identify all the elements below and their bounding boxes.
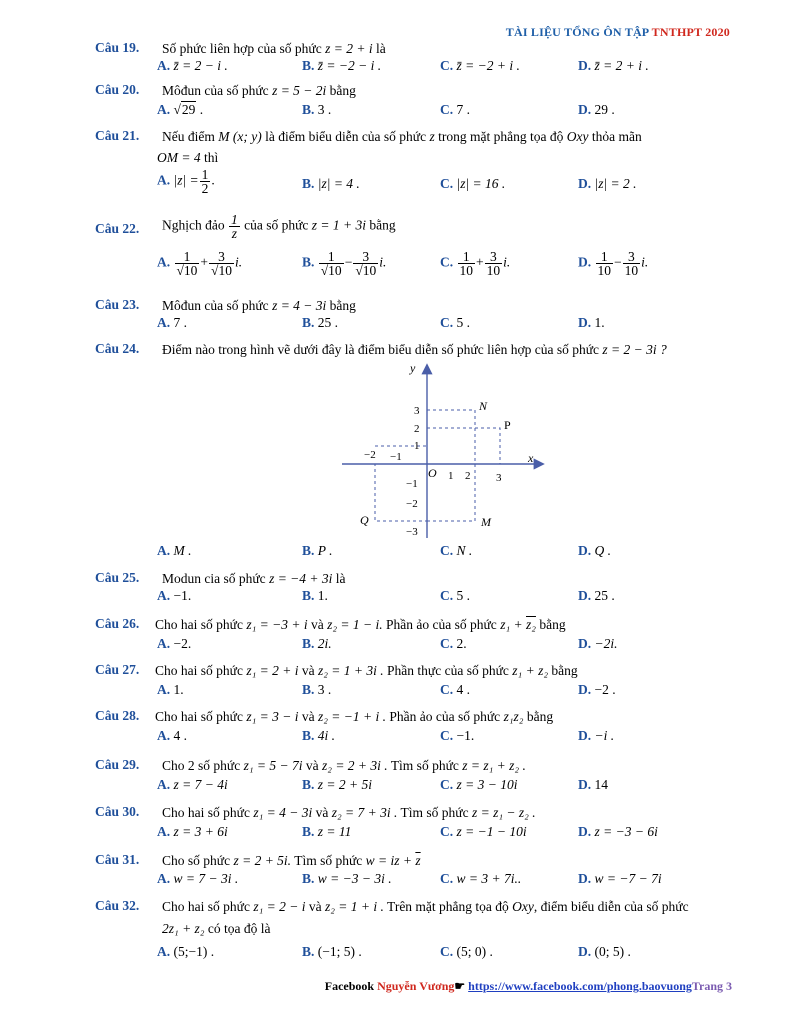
header-title: TÀI LIỆU TỔNG ÔN TẬP [505, 25, 652, 39]
option-a[interactable]: A. (5;−1) . [157, 944, 215, 959]
question-number: Câu 19. [95, 40, 140, 55]
option-c[interactable]: C. 5 . [440, 315, 470, 330]
option-d[interactable]: D. 1. [578, 315, 605, 330]
option-a[interactable]: A. √29 . [157, 102, 204, 117]
option-d[interactable]: D. $\frac{1}{10}$ − $\frac{3}{10}$ i. [578, 249, 649, 278]
option-c[interactable]: C. |z| = 16 . [440, 176, 506, 191]
origin-label: O [428, 466, 437, 480]
option-c[interactable]: C. z = 3 − 10i [440, 777, 518, 792]
option-a[interactable]: A. M . [157, 543, 192, 558]
option-d[interactable]: D. −2 . [578, 682, 616, 697]
question-number: Câu 22. [95, 221, 140, 236]
tick-y-3: 3 [414, 405, 420, 417]
question-text: Cho số phức z = 2 + 5i. Tìm số phức w = iz + $\overline{z}$ [162, 853, 421, 868]
question-text: Môđun của số phức z = 4 − 3i bằng [162, 298, 356, 313]
option-a[interactable]: A. 1. [157, 682, 184, 697]
option-c[interactable]: C. (5; 0) . [440, 944, 493, 959]
question-number: Câu 26. [95, 616, 140, 631]
option-b[interactable]: B. P . [302, 543, 333, 558]
point-m-label: M [481, 515, 491, 529]
question-text: Cho hai số phức z₁ = 4 − 3i và z₂ = 7 + 3i . Tìm số phức z = z₁ − z₂ . [162, 805, 536, 820]
option-b[interactable]: B. 4i . [302, 728, 336, 743]
question-text: Cho 2 số phức z₁ = 5 − 7i và z₂ = 2 + 3i . Tìm số phức z = z₁ + z₂ . [162, 758, 526, 773]
coordinate-figure [338, 360, 548, 540]
question-number: Câu 27. [95, 662, 140, 677]
option-a[interactable]: A. −2. [157, 636, 192, 651]
option-d[interactable]: D. |z| = 2 . [578, 176, 637, 191]
option-b[interactable]: B. 3 . [302, 682, 332, 697]
question-text: Cho hai số phức z₁ = −3 + i và z₂ = 1 − i. Phần ảo của số phức z₁ + z₂ bằng [155, 617, 566, 632]
option-b[interactable]: B. 25 . [302, 315, 339, 330]
tick-x-neg1: −1 [390, 451, 402, 463]
question-number: Câu 23. [95, 297, 140, 312]
option-b[interactable]: B. 3 . [302, 102, 332, 117]
question-text: Cho hai số phức z₁ = 2 − i và z₂ = 1 + i . Trên mặt phẳng tọa độ Oxy, điểm biểu diễn của số phức [162, 899, 689, 914]
option-b[interactable]: B. z̄ = −2 − i . [302, 58, 382, 73]
footer-facebook-label: Facebook [324, 979, 378, 993]
option-a[interactable]: A. −1. [157, 588, 192, 603]
option-a[interactable]: A. $\frac{1}{√10}$ + $\frac{3}{√10}$ i. [157, 249, 243, 278]
option-a[interactable]: A. |z| = $\frac{1}{2}$ . [157, 167, 215, 196]
question-number: Câu 21. [95, 128, 140, 143]
question-text: Cho hai số phức z₁ = 2 + i và z₂ = 1 + 3i . Phần thực của số phức z₁ + z₂ bằng [155, 663, 578, 678]
page-number: Trang 3 [691, 979, 732, 993]
option-c[interactable]: C. 5 . [440, 588, 470, 603]
question-text: 2z₁ + z₂ có tọa độ là [162, 921, 271, 936]
option-d[interactable]: D. z = −3 − 6i [578, 824, 658, 839]
option-d[interactable]: D. 14 [578, 777, 608, 792]
option-a[interactable]: A. 4 . [157, 728, 187, 743]
option-c[interactable]: C. 4 . [440, 682, 470, 697]
question-number: Câu 20. [95, 82, 140, 97]
question-text: Điểm nào trong hình vẽ dưới đây là điểm biểu diễn số phức liên hợp của số phức z = 2 − 3i ? [162, 342, 667, 357]
option-b[interactable]: B. |z| = 4 . [302, 176, 360, 191]
page-footer [325, 979, 732, 994]
option-d[interactable]: D. −i . [578, 728, 615, 743]
option-a[interactable]: A. z = 7 − 4i [157, 777, 228, 792]
question-number: Câu 29. [95, 757, 140, 772]
point-n-label: N [479, 399, 488, 413]
footer-author-name: Nguyễn Vương [377, 979, 455, 993]
question-number: Câu 31. [95, 852, 140, 867]
header-highlight: TNTHPT 2020 [651, 25, 730, 39]
option-b[interactable]: B. w = −3 − 3i . [302, 871, 392, 886]
x-axis-label: x [528, 451, 534, 465]
tick-x-1: 1 [448, 470, 454, 482]
question-text: Nếu điểm M (x; y) là điểm biểu diễn của số phức z trong mặt phẳng tọa độ Oxy thỏa mãn [162, 129, 642, 144]
option-b[interactable]: B. $\frac{1}{√10}$ − $\frac{3}{√10}$ i. [302, 249, 387, 278]
option-d[interactable]: D. (0; 5) . [578, 944, 631, 959]
point-p-label: P [504, 418, 511, 432]
question-text: Modun cia số phức z = −4 + 3i là [162, 571, 346, 586]
tick-x-neg2: −2 [364, 449, 376, 461]
option-c[interactable]: C. z̄ = −2 + i . [440, 58, 520, 73]
option-c[interactable]: C. 7 . [440, 102, 470, 117]
question-number: Câu 28. [95, 708, 140, 723]
option-c[interactable]: C. w = 3 + 7i.. [440, 871, 522, 886]
option-b[interactable]: B. 2i. [302, 636, 332, 651]
option-a[interactable]: A. z = 3 + 6i [157, 824, 228, 839]
option-d[interactable]: D. 29 . [578, 102, 615, 117]
tick-y-2: 2 [414, 423, 420, 435]
footer-facebook-link[interactable]: https://www.facebook.com/phong.baovuong [468, 979, 692, 993]
dashed-guide-q [375, 464, 427, 521]
tick-y-neg1: −1 [406, 478, 418, 490]
tick-x-2: 2 [465, 470, 471, 482]
option-d[interactable]: D. 25 . [578, 588, 615, 603]
option-a[interactable]: A. z̄ = 2 − i . [157, 58, 228, 73]
question-text: Nghịch đảo $\frac{1}{z}$ của số phức z = 1 + 3i bằng [162, 212, 396, 241]
option-b[interactable]: B. (−1; 5) . [302, 944, 362, 959]
question-text: OM = 4 thì [157, 150, 219, 165]
option-a[interactable]: A. w = 7 − 3i . [157, 871, 239, 886]
question-number: Câu 24. [95, 341, 140, 356]
question-text: Số phức liên hợp của số phức z = 2 + i là [162, 41, 386, 56]
tick-y-neg3: −3 [406, 526, 418, 538]
question-number: Câu 32. [95, 898, 140, 913]
option-d[interactable]: D. Q . [578, 543, 611, 558]
option-b[interactable]: B. 1. [302, 588, 328, 603]
tick-x-3: 3 [496, 472, 502, 484]
option-d[interactable]: D. w = −7 − 7i [578, 871, 662, 886]
tick-y-neg2: −2 [406, 498, 418, 510]
dashed-guide-n [427, 410, 475, 464]
question-number: Câu 30. [95, 804, 140, 819]
question-number: Câu 25. [95, 570, 140, 585]
point-q-label: Q [360, 513, 369, 527]
option-b[interactable]: B. z = 11 [302, 824, 352, 839]
question-text: Cho hai số phức z₁ = 3 − i và z₂ = −1 + i . Phần ảo của số phức z₁z₂ bằng [155, 709, 554, 724]
option-c[interactable]: C. 2. [440, 636, 467, 651]
option-d[interactable]: D. z̄ = 2 + i . [578, 58, 649, 73]
y-axis-label: y [410, 361, 416, 375]
question-text: Môđun của số phức z = 5 − 2i bằng [162, 83, 356, 98]
option-c[interactable]: C. z = −1 − 10i [440, 824, 527, 839]
option-d[interactable]: D. −2i. [578, 636, 618, 651]
tick-y-1: 1 [414, 440, 420, 452]
option-c[interactable]: C. −1. [440, 728, 475, 743]
option-a[interactable]: A. 7 . [157, 315, 187, 330]
pointing-hand-icon: ☛ [454, 979, 469, 993]
page-header [506, 25, 730, 40]
option-c[interactable]: C. N . [440, 543, 473, 558]
option-b[interactable]: B. z = 2 + 5i [302, 777, 372, 792]
dashed-guide-p [427, 428, 500, 464]
option-c[interactable]: C. $\frac{1}{10}$ + $\frac{3}{10}$ i. [440, 249, 511, 278]
